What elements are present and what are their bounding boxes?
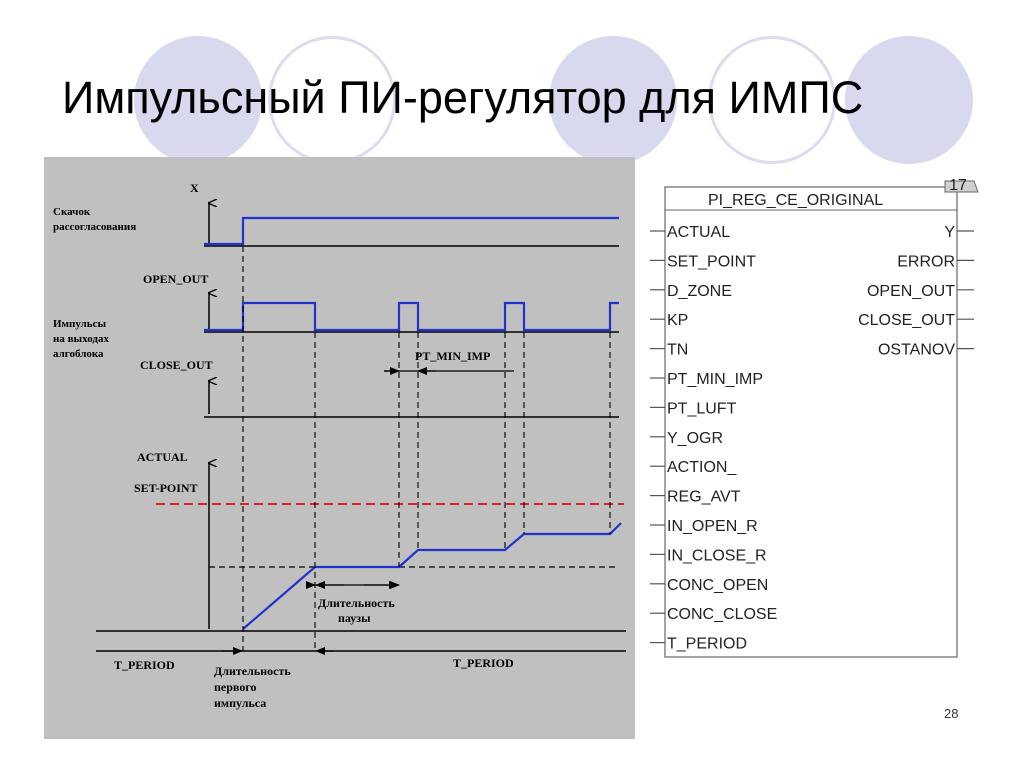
open-out-label: OPEN_OUT (143, 272, 209, 286)
output-pin-close-out: CLOSE_OUT (858, 312, 955, 330)
input-pin-actual: ACTUAL (667, 224, 731, 241)
input-pin-y-ogr: Y_OGR (667, 429, 724, 447)
pause-label-line2: паузы (338, 611, 371, 625)
pulses-label-line3: алгоблока (53, 348, 104, 360)
function-block (640, 179, 984, 666)
first-pulse-label-line3: импульса (214, 696, 267, 710)
first-pulse-label-line1: Длительность (214, 664, 291, 678)
step-label-line1: Скачок (53, 206, 91, 218)
input-pin-in-close-r: IN_CLOSE_R (667, 547, 767, 565)
input-pin-action: ACTION_ (667, 459, 737, 477)
actual-signal (243, 523, 621, 629)
decor-circle-3 (845, 36, 973, 164)
input-pin-t-period: T_PERIOD (667, 635, 748, 653)
step-label-line2: рассогласования (53, 221, 137, 233)
t-period-right-label: T_PERIOD (453, 656, 514, 670)
function-block-svg (640, 179, 984, 666)
open-out-pulses (204, 303, 619, 330)
pulses-label-line1: Импульсы (53, 318, 107, 330)
output-pin-open-out: OPEN_OUT (866, 282, 955, 300)
slide-title: Импульсный ПИ-регулятор для ИМПС (62, 72, 864, 123)
input-pin-in-open-r: IN_OPEN_R (667, 518, 758, 535)
output-pin-error: ERROR (897, 253, 955, 271)
function-block-tag: 17 (949, 179, 967, 194)
input-pin-conc-close: CONC_CLOSE (667, 606, 778, 624)
input-pin-pt-min-imp: PT_MIN_IMP (667, 371, 764, 388)
timing-diagram (44, 157, 635, 739)
step-signal (204, 218, 619, 244)
input-pin-reg-avt: REG_AVT (667, 488, 741, 506)
guide-lines (243, 246, 610, 651)
actual-label: ACTUAL (137, 450, 188, 464)
first-pulse-label-line2: первого (214, 680, 257, 694)
input-pin-conc-open: CONC_OPEN (667, 576, 769, 594)
input-pin-tn: TN (667, 341, 689, 359)
input-pin-d-zone: D_ZONE (667, 282, 732, 300)
output-pin-ostanov: OSTANOV (877, 341, 955, 359)
input-pin-set-point: SET_POINT (667, 253, 756, 271)
t-period-left-label: T_PERIOD (114, 658, 175, 672)
pause-label-line1: Длительность (318, 596, 395, 610)
close-out-label: CLOSE_OUT (140, 358, 213, 372)
timing-diagram-svg (44, 157, 635, 739)
set-point-label: SET-POINT (134, 481, 198, 495)
input-pin-kp: KP (667, 312, 689, 330)
x-axis-label: X (190, 181, 199, 195)
function-block-name: PI_REG_CE_ORIGINAL (708, 192, 884, 209)
slide-number: 28 (944, 706, 959, 721)
pt-min-imp-label: PT_MIN_IMP (415, 349, 491, 363)
output-pin-y: Y (944, 224, 955, 241)
input-pin-pt-luft: PT_LUFT (667, 400, 737, 418)
pulses-label-line2: на выходах (53, 333, 109, 345)
